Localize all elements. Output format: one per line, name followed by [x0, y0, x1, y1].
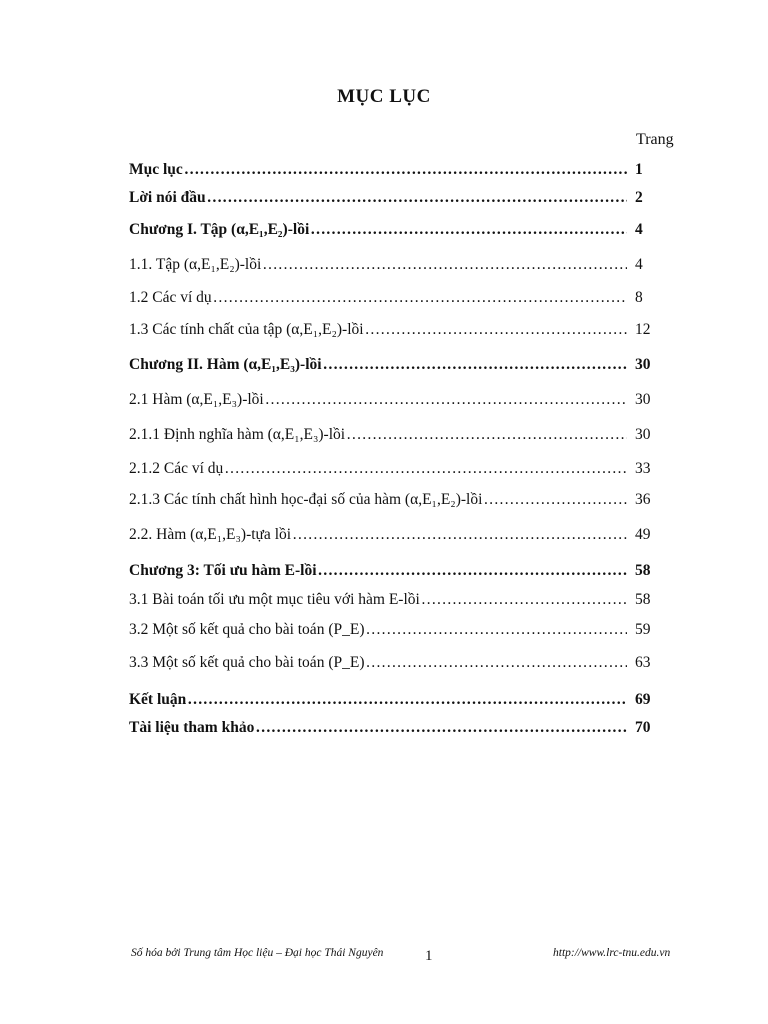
toc-entry-page: 70: [635, 719, 651, 736]
toc-entry-3-1[interactable]: [129, 588, 679, 612]
toc-entry-page: 8: [635, 289, 643, 306]
dot-leader: [224, 460, 627, 478]
toc-entry-page: 63: [635, 654, 651, 671]
toc-entry-page: 12: [635, 321, 651, 338]
toc-entry-label: Mục lục: [129, 161, 183, 178]
toc-entry-label: Tài liệu tham khảo: [129, 719, 255, 736]
dot-leader: [207, 189, 627, 207]
toc-entry-page: 36: [635, 491, 651, 508]
dot-leader: [421, 591, 627, 609]
page-column-header: Trang: [636, 131, 674, 148]
toc-entry-label: 3.1 Bài toán tối ưu một mục tiêu với hàm E-lồi: [129, 591, 420, 608]
toc-entry-page: 33: [635, 460, 651, 477]
dot-leader: [213, 289, 627, 307]
toc-entry-page: 49: [635, 526, 651, 543]
toc-entry-label: 2.1.1 Định nghĩa hàm (α,E₁,E₃)-lồi: [129, 426, 346, 443]
toc-entry-page: 30: [635, 391, 651, 408]
toc-entry-page: 4: [635, 221, 643, 238]
toc-entry-chuong-1[interactable]: [129, 218, 679, 242]
toc-entry-label: Chương II. Hàm (α,E₁,E₃)-lồi: [129, 356, 322, 373]
toc-entry-page: 2: [635, 189, 643, 206]
toc-entry-label: 2.2. Hàm (α,E₁,E₃)-tựa lồi: [129, 526, 292, 543]
page-title: MỤC LỤC: [337, 86, 431, 107]
toc-entry-chuong-2[interactable]: [129, 353, 679, 377]
toc-entry-loi-noi-dau[interactable]: [129, 186, 679, 210]
dot-leader: [255, 719, 627, 737]
toc-entry-label: Lời nói đầu: [129, 189, 206, 206]
footer-url[interactable]: http://www.lrc-tnu.edu.vn: [553, 947, 671, 959]
toc-entry-label: Chương 3: Tối ưu hàm E-lồi: [129, 562, 317, 579]
dot-leader: [187, 691, 627, 709]
footer-credit: Số hóa bởi Trung tâm Học liệu – Đại học Thái Nguyên: [131, 947, 384, 959]
toc-entry-chuong-3[interactable]: [129, 559, 679, 583]
dot-leader: [365, 621, 627, 639]
dot-leader: [318, 562, 627, 580]
toc-entry-page: 30: [635, 356, 651, 373]
dot-leader: [310, 221, 627, 239]
toc-entry-label: Kết luận: [129, 691, 187, 708]
toc-entry-label: 3.3 Một số kết quả cho bài toán (P_E): [129, 654, 365, 671]
toc-entry-2-1-3[interactable]: [129, 488, 679, 512]
toc-entry-3-3[interactable]: [129, 651, 679, 675]
dot-leader: [323, 356, 627, 374]
dot-leader: [483, 491, 627, 509]
toc-entry-2-1[interactable]: [129, 388, 679, 412]
toc-entry-page: 69: [635, 691, 651, 708]
dot-leader: [365, 321, 627, 339]
toc-entry-page: 58: [635, 562, 651, 579]
toc-entry-page: 59: [635, 621, 651, 638]
toc-entry-page: 1: [635, 161, 643, 178]
toc-entry-page: 4: [635, 256, 643, 273]
toc-entry-label: 2.1.2 Các ví dụ: [129, 460, 224, 477]
toc-entry-label: 3.2 Một số kết quả cho bài toán (P_E): [129, 621, 365, 638]
toc-entry-2-1-2[interactable]: [129, 457, 679, 481]
toc-entry-ket-luan[interactable]: [129, 688, 679, 712]
toc-entry-label: 1.1. Tập (α,E₁,E₂)-lồi: [129, 256, 262, 273]
dot-leader: [262, 256, 627, 274]
toc-entry-2-2[interactable]: [129, 523, 679, 547]
toc-entry-label: 1.3 Các tính chất của tập (α,E₁,E₂)-lồi: [129, 321, 364, 338]
toc-entry-label: Chương I. Tập (α,E₁,E₂)-lồi: [129, 221, 310, 238]
toc-entry-label: 2.1.3 Các tính chất hình học-đại số của hàm (α,E₁,E₂)-lồi: [129, 491, 483, 508]
dot-leader: [184, 161, 627, 179]
toc-entry-page: 58: [635, 591, 651, 608]
toc-entry-page: 30: [635, 426, 651, 443]
toc-entry-label: 2.1 Hàm (α,E₁,E₃)-lồi: [129, 391, 264, 408]
toc-entry-muc-luc[interactable]: [129, 158, 679, 182]
footer-page-number: 1: [425, 948, 433, 964]
toc-entry-tai-lieu[interactable]: [129, 716, 679, 740]
dot-leader: [292, 526, 627, 544]
dot-leader: [346, 426, 627, 444]
toc-entry-1-3[interactable]: [129, 318, 679, 342]
toc-entry-label: 1.2 Các ví dụ: [129, 289, 212, 306]
toc-entry-1-1[interactable]: [129, 253, 679, 277]
toc-entry-3-2[interactable]: [129, 618, 679, 642]
dot-leader: [265, 391, 627, 409]
toc-entry-2-1-1[interactable]: [129, 423, 679, 447]
dot-leader: [365, 654, 627, 672]
toc-entry-1-2[interactable]: [129, 286, 679, 310]
